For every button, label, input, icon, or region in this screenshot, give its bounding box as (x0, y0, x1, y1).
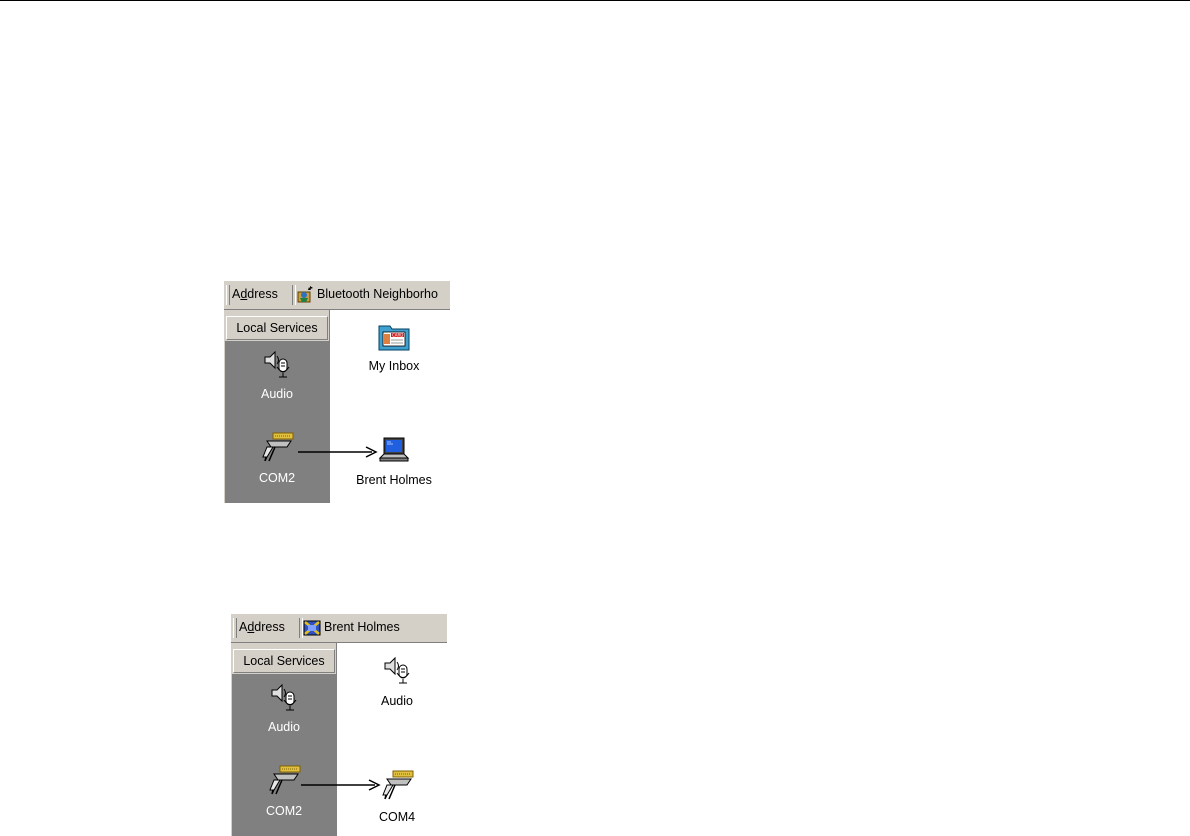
service-label: Audio (261, 387, 293, 401)
service-com2[interactable] (232, 764, 336, 818)
item-brent-holmes[interactable] (346, 434, 442, 487)
service-audio[interactable] (225, 349, 329, 401)
item-label: My Inbox (368, 359, 420, 373)
item-my-inbox[interactable] (354, 320, 434, 373)
address-location-text[interactable]: Bluetooth Neighborho (317, 287, 438, 301)
svg-text:CARD: CARD (392, 332, 404, 338)
address-location-text[interactable]: Brent Holmes (324, 620, 400, 634)
top-rule (0, 0, 1190, 1)
connection-arrow (298, 446, 378, 458)
local-services-list (225, 341, 329, 503)
toolbar-grip[interactable] (226, 285, 230, 305)
audio-icon (379, 655, 415, 689)
service-label: Audio (268, 720, 300, 734)
service-com2[interactable] (225, 431, 329, 485)
connection-arrow (301, 779, 381, 791)
address-bar (231, 614, 447, 643)
remote-device-view (336, 310, 450, 503)
laptop-icon (376, 434, 412, 468)
toolbar-grip[interactable] (233, 618, 237, 638)
item-audio[interactable] (357, 655, 437, 708)
address-bar (224, 281, 450, 310)
bluetooth-neighborhood-icon (296, 286, 314, 304)
service-label: COM2 (258, 471, 296, 485)
item-label: COM4 (378, 810, 416, 824)
item-label: Audio (381, 694, 413, 708)
local-services-header[interactable]: Local Services (233, 649, 335, 673)
address-label: Address (232, 287, 278, 301)
local-services-header[interactable]: Local Services (226, 316, 328, 340)
serial-port-icon (257, 431, 297, 467)
local-services-list (232, 674, 336, 836)
device-services-screenshot (231, 614, 447, 836)
local-services-panel (224, 310, 332, 503)
audio-icon (266, 682, 302, 716)
serial-port-icon (264, 764, 304, 800)
bluetooth-device-icon (303, 619, 321, 637)
remote-device-view (343, 643, 447, 836)
audio-icon (259, 349, 295, 383)
item-label: Brent Holmes (356, 473, 432, 487)
item-com4[interactable] (357, 769, 437, 824)
service-audio[interactable] (232, 682, 336, 734)
service-label: COM2 (265, 804, 303, 818)
address-label: Address (239, 620, 285, 634)
business-card-folder-icon (376, 320, 412, 354)
serial-port-icon (377, 769, 417, 805)
local-services-panel (231, 643, 339, 836)
bluetooth-neighborhood-screenshot (224, 281, 450, 503)
